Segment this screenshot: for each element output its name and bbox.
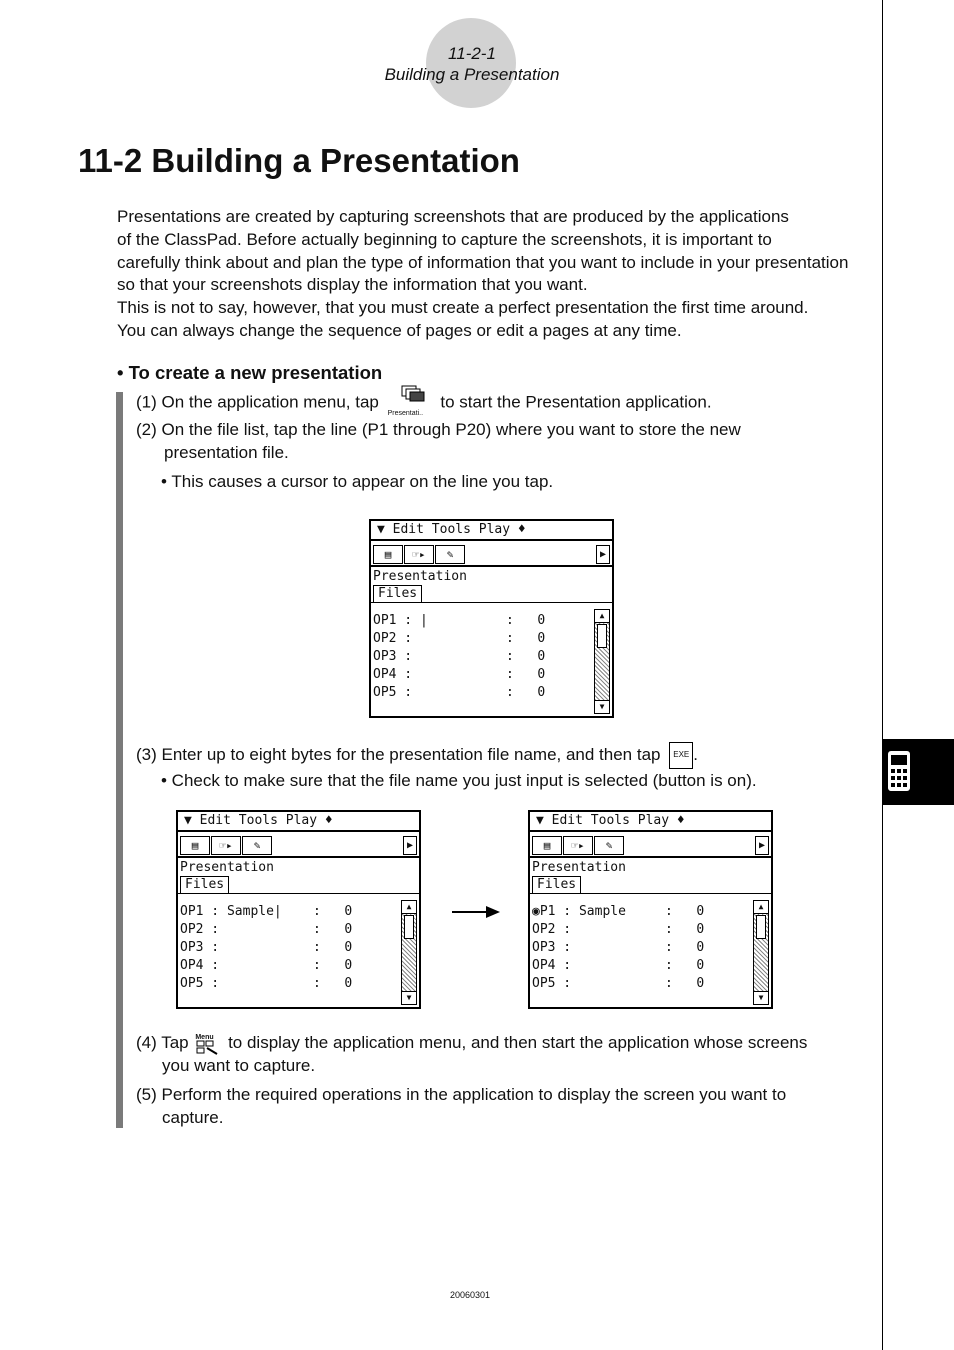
file-row[interactable]: OP3 : : 0 — [373, 649, 546, 664]
arrow-right-icon — [450, 903, 502, 921]
step-2-note: • This causes a cursor to appear on the line you tap. — [161, 472, 554, 491]
toolbar — [371, 543, 612, 567]
step-5: (5) Perform the required operations in the application to display the screen you want to — [136, 1085, 787, 1104]
scroll-up-icon[interactable]: ▲ — [402, 901, 416, 914]
intro-line: carefully think about and plan the type of information that you want to include in your presentation — [117, 252, 849, 272]
menu-bar — [178, 812, 419, 832]
diamond-icon[interactable]: ♦ — [324, 813, 333, 828]
step-2: (2) On the file list, tap the line (P1 through P20) where you want to store the new — [136, 420, 741, 439]
file-row[interactable]: OP5 : : 0 — [180, 976, 353, 991]
presentation-icon[interactable]: ▤ — [180, 836, 210, 855]
toolbar-scroll-icon[interactable]: ▶ — [403, 836, 417, 855]
step-3: (3) Enter up to eight bytes for the presentation file name, and then tap EXE . — [136, 742, 698, 769]
toolbar — [530, 834, 771, 858]
chapter-tab — [882, 739, 954, 805]
window-title: Presentation — [532, 860, 626, 875]
step-5-cont: capture. — [162, 1108, 224, 1127]
page-title: 11-2 Building a Presentation — [78, 142, 520, 179]
file-row-selected[interactable]: ◉P1 : Sample : 0 — [532, 904, 705, 919]
toolbar-scroll-icon[interactable]: ▶ — [596, 545, 610, 564]
tab-files[interactable]: Files — [373, 585, 422, 602]
scrollbar[interactable] — [753, 900, 769, 1005]
section-number: 11-2-1 — [448, 44, 496, 63]
diamond-icon[interactable]: ♦ — [517, 522, 526, 537]
toolbar-scroll-icon[interactable]: ▶ — [755, 836, 769, 855]
file-row[interactable]: OP4 : : 0 — [180, 958, 353, 973]
presentation-icon[interactable]: ▤ — [373, 545, 403, 564]
scroll-up-icon[interactable]: ▲ — [595, 610, 609, 623]
scroll-down-icon[interactable]: ▼ — [595, 700, 609, 713]
tab-divider — [371, 602, 612, 603]
menu-labels[interactable]: Edit Tools Play — [392, 522, 511, 537]
file-row[interactable]: OP4 : : 0 — [532, 958, 705, 973]
scrollbar[interactable] — [401, 900, 417, 1005]
presentation-icon[interactable]: ▤ — [532, 836, 562, 855]
intro-line: Presentations are created by capturing screenshots that are produced by the applications — [117, 207, 789, 226]
edit-icon[interactable]: ✎ — [594, 836, 624, 855]
file-row[interactable]: OP4 : : 0 — [373, 667, 546, 682]
intro-line: You can always change the sequence of pages or edit a pages at any time. — [117, 320, 682, 340]
scroll-up-icon[interactable]: ▲ — [754, 901, 768, 914]
scroll-down-icon[interactable]: ▼ — [754, 991, 768, 1004]
step-4-cont: you want to capture. — [162, 1056, 316, 1075]
menu-icon[interactable]: ▼ — [184, 813, 192, 828]
tab-files[interactable]: Files — [180, 876, 229, 893]
calculator-icon — [882, 739, 954, 805]
menu-bar — [530, 812, 771, 832]
section-title: Building a Presentation — [384, 65, 560, 84]
menu-labels[interactable]: Edit Tools Play — [199, 813, 318, 828]
menu-key-icon[interactable] — [195, 1033, 221, 1055]
window-title: Presentation — [373, 569, 467, 584]
intro-line: This is not to say, however, that you must create a perfect presentation the first time around. — [117, 298, 809, 318]
intro-paragraph — [117, 206, 877, 343]
file-row[interactable]: OP1 : Sample| : 0 — [180, 904, 353, 919]
file-row[interactable]: OP2 : : 0 — [532, 922, 705, 937]
menu-labels[interactable]: Edit Tools Play — [551, 813, 670, 828]
menu-bar — [371, 521, 612, 541]
play-icon[interactable]: ☞▸ — [563, 836, 593, 855]
play-icon[interactable]: ☞▸ — [211, 836, 241, 855]
edit-icon[interactable]: ✎ — [242, 836, 272, 855]
edit-icon[interactable]: ✎ — [435, 545, 465, 564]
footer-code: 20060301 — [449, 1290, 491, 1300]
intro-line: so that your screenshots display the information that you want. — [117, 275, 588, 295]
file-row[interactable]: OP2 : : 0 — [180, 922, 353, 937]
intro-line: of the ClassPad. Before actually beginning to capture the screenshots, it is important to — [117, 229, 772, 249]
scroll-thumb[interactable] — [597, 624, 607, 648]
step-3-note: • Check to make sure that the file name you just input is selected (button is on). — [161, 771, 757, 790]
classpad-screen-selected — [528, 810, 773, 1009]
presentation-icon-label: Presentati.. — [387, 410, 424, 417]
file-row[interactable]: OP3 : : 0 — [180, 940, 353, 955]
menu-icon-label: Menu — [195, 1033, 214, 1041]
file-row[interactable]: OP3 : : 0 — [532, 940, 705, 955]
tab-divider — [178, 893, 419, 894]
window-title: Presentation — [180, 860, 274, 875]
exe-key-icon[interactable]: EXE — [669, 742, 693, 769]
tab-files[interactable]: Files — [532, 876, 581, 893]
tab-divider — [530, 893, 771, 894]
file-row[interactable]: OP5 : : 0 — [373, 685, 546, 700]
play-icon[interactable]: ☞▸ — [404, 545, 434, 564]
step-4: (4) Tap Menu to display the application menu, and then start the application whose screens — [136, 1032, 807, 1055]
classpad-screen-typed — [176, 810, 421, 1009]
subheading: • To create a new presentation — [117, 362, 383, 383]
procedure-bar — [116, 392, 123, 1128]
scroll-thumb[interactable] — [404, 915, 414, 939]
scroll-down-icon[interactable]: ▼ — [402, 991, 416, 1004]
presentation-app-icon[interactable] — [388, 390, 432, 416]
page-margin-rule — [882, 0, 883, 1350]
scrollbar[interactable] — [594, 609, 610, 714]
menu-icon[interactable]: ▼ — [377, 522, 385, 537]
file-row[interactable]: OP1 : | : 0 — [373, 613, 546, 628]
file-row[interactable]: OP5 : : 0 — [532, 976, 705, 991]
toolbar — [178, 834, 419, 858]
file-row[interactable]: OP2 : : 0 — [373, 631, 546, 646]
classpad-screen-cursor — [369, 519, 614, 718]
step-1: (1) On the application menu, tap Presentati.. to start the Presentation application. — [136, 390, 712, 416]
diamond-icon[interactable]: ♦ — [676, 813, 685, 828]
menu-icon[interactable]: ▼ — [536, 813, 544, 828]
step-2-cont: presentation file. — [164, 443, 289, 462]
scroll-thumb[interactable] — [756, 915, 766, 939]
